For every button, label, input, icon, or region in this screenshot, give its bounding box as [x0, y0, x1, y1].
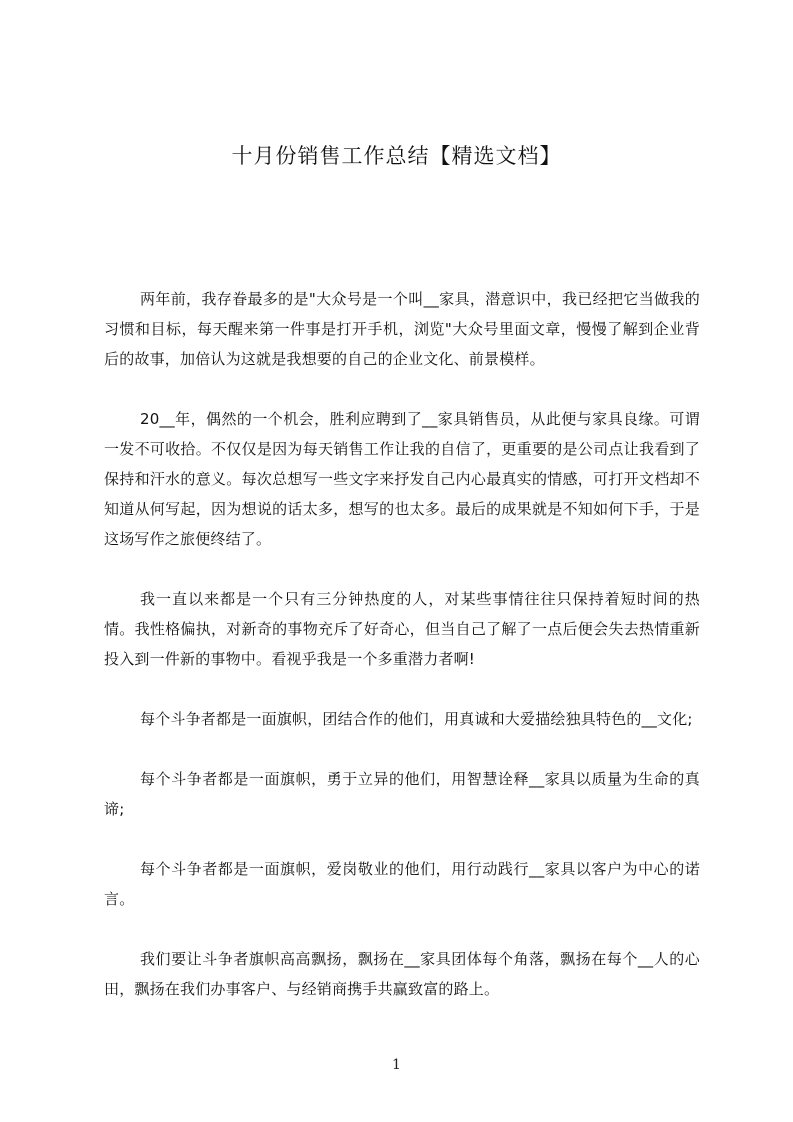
paragraph: 每个斗争者都是一面旗帜，勇于立异的他们，用智慧诠释__家具以质量为生命的真谛;: [104, 770, 700, 818]
paragraph: 每个斗争者都是一面旗帜，团结合作的他们，用真诚和大爱描绘独具特色的__文化;: [140, 710, 693, 728]
paragraph: 我一直以来都是一个只有三分钟热度的人，对某些事情往往只保持着短时间的热情。我性格偏执，对新奇的事物充斥了好奇心，但当自己了解了一点后便会失去热情重新投入到一件新的事物中。看视乎我是一个多重潜力者啊!: [104, 590, 700, 668]
document-title: 十月份销售工作总结【精选文档】: [231, 144, 562, 168]
document-body: [104, 284, 700, 1034]
page-number: 1: [392, 1057, 401, 1073]
paragraph: 20__年，偶然的一个机会，胜利应聘到了__家具销售员，从此便与家具良缘。可谓一发不可收拾。不仅仅是因为每天销售工作让我的自信了，更重要的是公司点让我看到了保持和汗水的意义。每次总想写一些文字来抒发自己内心最真实的情感，可打开文档却不知道从何写起，因为想说的话太多，想写的也太多。最后的成果就是不知如何下手，于是这场写作之旅便终结了。: [104, 410, 700, 548]
paragraph: 每个斗争者都是一面旗帜，爱岗敬业的他们，用行动践行__家具以客户为中心的诺言。: [104, 860, 700, 908]
paragraph: 我们要让斗争者旗帜高高飘扬，飘扬在__家具团体每个角落，飘扬在每个__人的心田，飘扬在我们办事客户、与经销商携手共赢致富的路上。: [104, 950, 700, 998]
paragraph: 两年前，我存眷最多的是"大众号是一个叫__家具，潜意识中，我已经把它当做我的习惯和目标，每天醒来第一件事是打开手机，浏览"大众号里面文章，慢慢了解到企业背后的故事，加倍认为这就是我想要的自己的企业文化、前景模样。: [104, 290, 700, 368]
